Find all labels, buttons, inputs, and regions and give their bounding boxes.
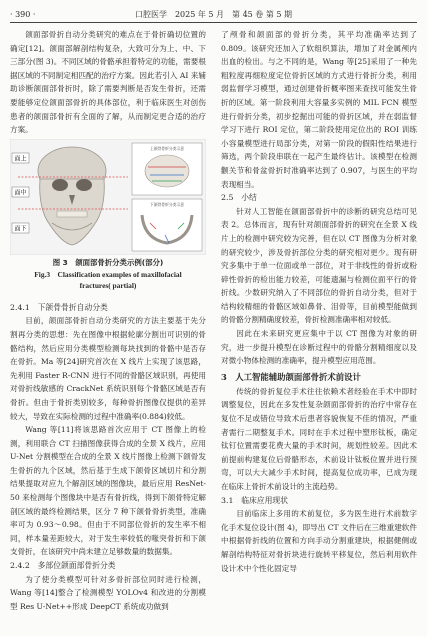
page-number: · 390 · [10,10,36,19]
figure-caption-en-line2: fractures( partial) [79,280,137,290]
label-middle-face: 面中 [14,189,27,197]
mandible-fracture-inset [132,199,202,251]
paragraph-wang-ct: Wang 等[11]将该思路首次应用于 CT 图像上的检测，利用联合 CT 扫描图像获得合成的全景 X 线片，应用 U-Net 分割模型在合成的全景 X 线片图像上检测下颌骨发生骨折的九个区域，然后基于生成下颌骨区域切片和分割结果提取对应九个解剖区域的图像块，最后应用 ResNet-50 来检测每个图像块中是否有骨折线，得到下颌骨特定解剖区域的最终检测结果，区分 7 种下颌骨骨折类型，准确率可为 0.93～0.98。但由于不同部位骨折的发生率不相同，样本量差距较大，对于发生率较低的喙突骨折和下颌支骨折，在该研究中尚未建立足够数量的数据集。 [10,425,206,557]
maxilla-fracture-inset [132,143,202,195]
paragraph-fracture-classification-intro: 颌面部骨折自动分类研究的难点在于骨折确切位置的确定[12]。颌面部解剖结构复杂，大致可分为上、中、下三部分(图 3)。不同区域的骨骼承担着特定的功能，需要根据区域的不同制定相匹配的治疗方案。因此若引入 AI 来辅助诊断颌面部骨折时，除了需要判断是否发生骨折，还需要能够定位颌面部骨折的具体部位，利于临床医生对创伤患者的颌面部骨折有全面的了解，从而制定更合适的治疗方案。 [10,30,206,135]
inset-top-title: 上颌骨骨折分类示意 [149,145,185,151]
section-heading-2-4-2: 2.4.2 多部位颌面部骨折分类 [10,561,116,571]
left-column [10,28,206,613]
figure-3 [10,139,206,297]
label-lower-face: 面下 [14,225,27,233]
figure-caption-en-line1: Fig.3 Classification examples of maxillofacial [34,269,182,279]
page-header [10,8,417,23]
inset-bottom-title: 下颌骨骨折分类示意 [149,201,185,207]
figure-3-illustration [10,139,206,255]
paragraph-continued: 了颅骨和颌面部的骨折分类，其平均准确率达到了 0.809。该研究还加入了软组织算法，增加了对金属颅内出血的检出。与之不同的是，Wang 等[25]采用了一种先粗粒度再细粒度定位骨折区域的方式进行骨折分类，利用弱监督学习模型，通过创建骨折概率图来查找可能发生骨折的区域。第一阶段利用大容量多实例的 MIL FCN 模型进行骨折分类，初步挖掘出可能的骨折区域，并在弱监督学习下进行 ROI 定位，第二阶段使用定位出的 ROI 训练小容量模型进行局部分类，对第一阶段的假阳性结果进行筛选，两个阶段串联在一起产生最终估计。该模型在检测颧关节和骨盆骨折时准确率达到了 0.907，与医生的平均表现相当。 [221,30,417,189]
paragraph-summary: 针对人工智能在颌面部骨折中的诊断的研究总结可见表 2。总体而言，现有针对颌面部骨折的研究在全景 X 线片上的检测中研究较为完善，但在以 CT 图像为分析对象的研究较少，涉及骨折部位分类的研究相对更少。现有研究多集中于单一位面或单一部位，对于非线性的骨折或粉碎性骨折的检出能力较差，可能遗漏与检测位面平行的骨折线。少数研究纳入了不同部位的骨折自动分类，但对于结构较精细的骨骼区域如鼻骨、泪骨等，目前模型能做到的骨骼分割精确度较差，骨折检测准确率相对较低。 [221,206,417,325]
section-heading-3: 3 人工智能辅助颌面部骨折术前设计 [221,371,361,382]
section-heading-3-1: 3.1 临床应用现状 [221,495,288,505]
paragraph-multi-site: 为了使分类模型可针对多骨折部位同时进行检测，Wang 等[14]整合了检测模型 YOLOv4 和改进的分割模型 Res U-Net++形成 DeepCT 系统成功做到 [10,574,206,611]
right-column [221,28,417,575]
label-upper-face: 面上 [14,155,27,163]
paragraph-future-research: 因此在未来研究更应集中于以 CT 图像为对象的研究，进一步提升模型在诊断过程中的骨骼分割精细度以及对微小物体检测的准确率，提升模型应用范围。 [221,329,417,366]
paragraph-clinical-status: 目前临床上多用的术前复位，多为医生进行术前数字化手术复位设计(图 4)，即导出 CT 文件后在三维重建软件中根据骨折线的位置和方向手动分割重建块，根据健侧或解剖结构特征对骨折块进行旋转平移复位，然后利用软件设计术中个性化固定导 [221,509,417,573]
section-heading-2-4-1: 2.4.1 下颌骨骨折自动分类 [10,302,108,312]
section-heading-2-5: 2.5 小结 [221,193,257,203]
paragraph-segment-then-classify: 目前，颌面部骨折自动分类研究的方法主要基于先分割再分类的思想：先在图像中根据轮廓分割出可识别的骨骼结构，然后应用分类模型检测每块找到的骨骼中是否存在骨折。Ma 等[24]研究首次在 X 线片上实现了该思路，先利用 Faster R-CNN 进行不同的骨骼区域识别，再使用对骨折线敏感的 CrackNet 系统识别每个骨骼区域是否有骨折。但由于骨折类别较多，每种骨折图像仅提供的差异较大，导致在实际检测的过程中准确率(0.884)较低。 [10,316,206,421]
paragraph-traditional-reduction: 传统的骨折复位手术往往依赖术者经验在手术中即时调整复位，因此在多发性复杂颌面部骨折的治疗中常存在复位不足或错位导致术后患者容貌恢复不佳的情况，严重者需行二期整复手术。同时在手术过程中塑形钛板，确定钛钉位置需要花费大量的手术时间，规划性较差。因此术前提前构建复位后骨骼形态，术前设计钛板位置并进行预弯，可以大大减少手术时间，提高复位成功率，已成为现在临床上骨折术前设计的主流趋势。 [221,386,417,491]
journal-running-title: 口腔医学 2025 年 5 月 第 45 卷 第 5 期 [134,10,293,19]
figure-caption-cn: 图 3 颌面部骨折分类示例(部分) [52,257,164,267]
